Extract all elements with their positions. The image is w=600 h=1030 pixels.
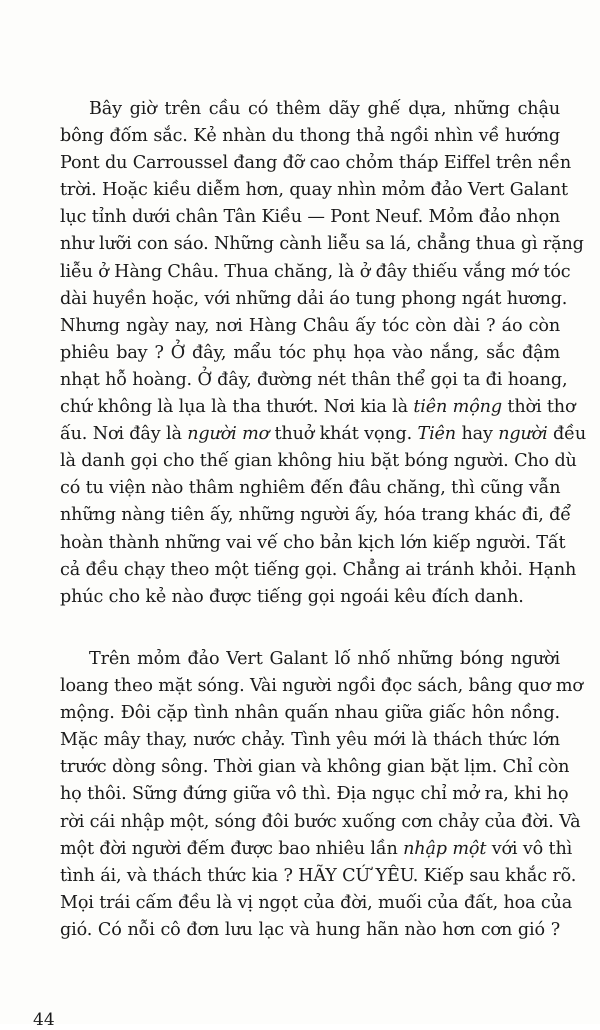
text-line: Mặc mây thay, nước chảy. Tình yêu mới là thách thức lớn [60,730,560,751]
text-line: Bây giờ trên cầu có thêm dãy ghế dựa, những chậu [89,99,560,119]
text-line: là danh gọi cho thế gian không hiu bặt bóng người. Cho dù [60,451,577,472]
text-line: họ thôi. Sững đứng giữa vô thì. Địa ngục chỉ mở ra, khi họ [60,784,569,805]
text-line: mộng. Đôi cặp tình nhân quấn nhau giữa giấc hôn nồng. [60,703,560,724]
text-line: nhạt hỗ hoàng. Ở đây, đường nét thân thể gọi ta đi hoang, [60,369,568,390]
text-line: bông đốm sắc. Kẻ nhàn du thong thả ngồi nhìn về hướng [60,126,560,147]
text-line: dài huyền hoặc, với những dải áo tung phong ngát hương. [60,288,568,309]
text-line: lục tỉnh dưới chân Tân Kiều — Pont Neuf. Mỏm đảo nhọn [60,207,561,228]
text-line: Pont du Carroussel đang đỡ cao chỏm tháp Eiffel trên nền [60,153,572,174]
text-line: có tu viện nào thâm nghiêm đến đâu chăng, thì cũng vẫn [60,478,561,499]
text-line: trời. Hoặc kiều diễm hơn, quay nhìn mỏm đảo Vert Galant [60,180,568,201]
text-line: phiêu bay ? Ở đây, mẩu tóc phụ họa vào nắng, sắc đậm [60,342,560,363]
text-line: Trên mỏm đảo Vert Galant lố nhố những bóng người [89,649,560,669]
text-line: Nhưng ngày nay, nơi Hàng Châu ấy tóc còn dài ? áo còn [60,315,560,336]
paragraph-2 [60,646,583,944]
text-line: như lưỡi con sáo. Những cành liễu sa lá, chẳng thua gì rặng [60,234,584,255]
text-line: cả đều chạy theo một tiếng gọi. Chẳng ai tránh khỏi. Hạnh [60,559,577,580]
text-line: phúc cho kẻ nào được tiếng gọi ngoái kêu đích danh. [60,586,524,607]
text-line: liễu ở Hàng Châu. Thua chăng, là ở đây thiếu vắng mớ tóc [60,261,571,282]
text-line: tình ái, và thách thức kia ? HÃY CỨ YÊU. Kiếp sau khắc rõ. [60,865,577,886]
text-line: những nàng tiên ấy, những người ấy, hóa trang khác đi, để [60,505,571,526]
text-line: Mọi trái cấm đều là vị ngọt của đời, muối của đất, hoa của [60,892,573,913]
page-number: 44 [33,1010,55,1030]
text-line: trước dòng sông. Thời gian và không gian bặt lịm. Chỉ còn [60,757,570,778]
text-line: rời cái nhập một, sóng đôi bước xuống cơn chảy của đời. Và [60,811,581,832]
paragraph-1 [60,96,587,611]
text-line: một đời người đếm được bao nhiêu lần nhập một với vô thì [60,838,573,859]
text-line: chứ không là lụa là tha thướt. Nơi kia là tiên mộng thời thơ [60,397,576,418]
text-line: loang theo mặt sóng. Vài người ngồi đọc sách, bâng quơ mơ [60,676,583,697]
text-line: gió. Có nỗi cô đơn lưu lạc và hung hãn nào hơn cơn gió ? [60,919,560,940]
text-line: ấu. Nơi đây là người mơ thuở khát vọng. Tiên hay người đều [60,424,587,445]
text-line: hoàn thành những vai vế cho bản kịch lớn kiếp người. Tất [60,532,566,553]
